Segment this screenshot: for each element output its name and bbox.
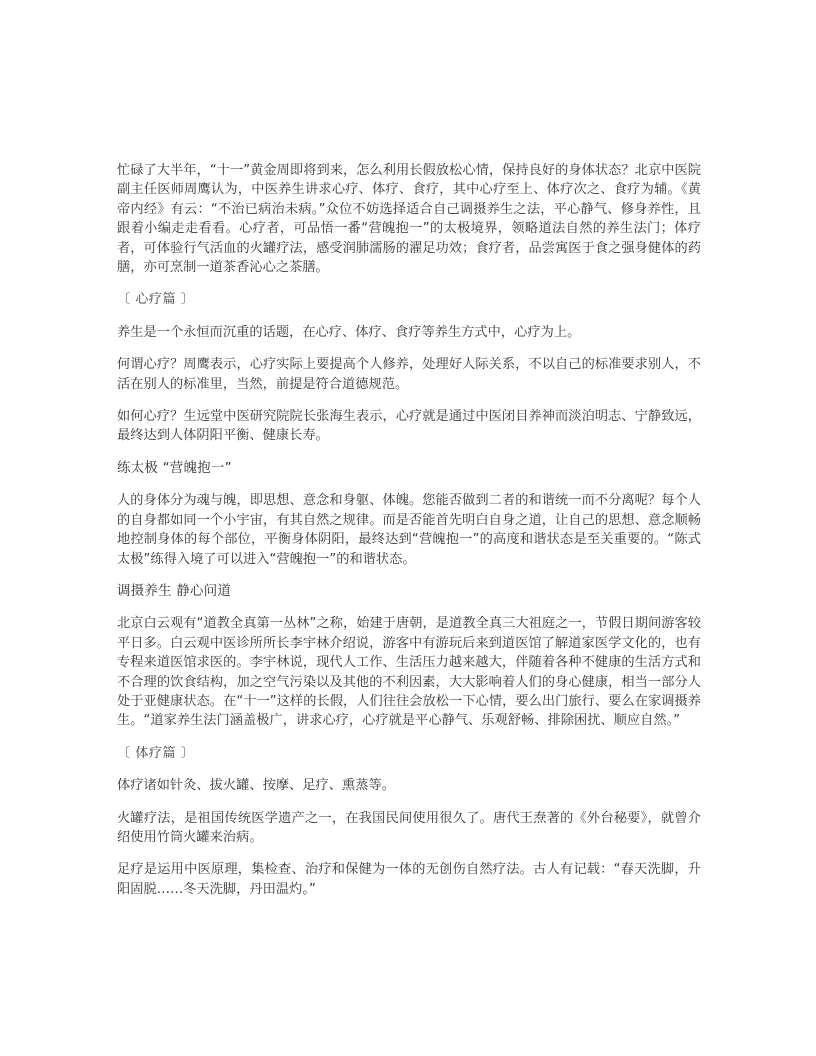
section-heading-xinliao: 〔 心疗篇 〕 — [117, 292, 195, 308]
subheading-tiaoshe-yangsheng: 调摄养生 静心问道 — [117, 583, 232, 599]
paragraph-body-soul: 人的身体分为魂与魄，即思想、意念和身躯、体魄。您能否做到二者的和谐统一而不分离呢？每个人的自身都如同一个小宇宙，有其自然之规律。而是否能首先明白自身之道，让自己的思想、意念顺畅地控制身体的每个部位，平衡身体阴阳，最终达到“营魄抱一”的高度和谐状态是至关重要的。“陈式太极”练得入境了可以进入“营魄抱一”的和谐状态。 — [117, 493, 701, 567]
paragraph-yangsheng-topic: 养生是一个永恒而沉重的话题，在心疗、体疗、食疗等养生方式中，心疗为上。 — [117, 324, 581, 340]
paragraph-tiliao-methods: 体疗诸如针灸、拔火罐、按摩、足疗、熏蒸等。 — [117, 778, 395, 794]
paragraph-what-is-xinliao: 何谓心疗？周鹰表示，心疗实际上要提高个人修养，处理好人际关系，不以自己的标准要求别人，不活在别人的标准里，当然，前提是符合道德规范。 — [117, 357, 701, 392]
section-heading-tiliao: 〔 体疗篇 〕 — [117, 745, 195, 761]
subheading-taiji: 练太极 “营魄抱一” — [117, 460, 232, 476]
paragraph-baiyunguan: 北京白云观有“道教全真第一丛林”之称，始建于唐朝，是道教全真三大祖庭之一，节假日期间游客较平日多。白云观中医诊所所长李宇林介绍说，游客中有游玩后来到道医馆了解道家医学文化的，也有专程来道医馆求医的。李宇林说，现代人工作、生活压力越来越大，伴随着各种不健康的生活方式和不合理的饮食结构，加之空气污染以及其他的不利因素，大大影响着人们的身心健康，相当一部分人处于亚健康状态。在“十一”这样的长假，人们往往会放松一下心情，要么出门旅行、要么在家调摄养生。“道家养生法门涵盖极广，讲求心疗，心疗就是平心静气、乐观舒畅、排除困扰、顺应自然。” — [117, 616, 701, 729]
document-body — [117, 161, 701, 912]
paragraph-foot-therapy: 足疗是运用中医原理，集检查、治疗和保健为一体的无创伤自然疗法。古人有记载：“春天洗脚，升阳固脱……冬天洗脚，丹田温灼。” — [117, 862, 701, 897]
paragraph-intro: 忙碌了大半年，“十一”黄金周即将到来，怎么利用长假放松心情，保持良好的身体状态？北京中医院副主任医师周鹰认为，中医养生讲求心疗、体疗、食疗，其中心疗至上、体疗次之、食疗为辅。《黄帝内经》有云：“不治已病治未病。”众位不妨选择适合自己调摄养生之法，平心静气、修身养性，且跟着小编走走看看。心疗者，可品悟一番“营魄抱一”的太极境界，领略道法自然的养生法门；体疗者，可体验行气活血的火罐疗法，感受润肺濡肠的濯足功效；食疗者，品尝寓医于食之强身健体的药膳，亦可烹制一道茶香沁心之茶膳。 — [117, 163, 701, 276]
paragraph-cupping-therapy: 火罐疗法，是祖国传统医学遗产之一，在我国民间使用很久了。唐代王焘著的《外台秘要》，就曾介绍使用竹筒火罐来治病。 — [117, 810, 701, 845]
paragraph-how-to-xinliao: 如何心疗？生远堂中医研究院院长张海生表示，心疗就是通过中医闭目养神而淡泊明志、宁静致远，最终达到人体阴阳平衡、健康长寿。 — [117, 409, 701, 444]
